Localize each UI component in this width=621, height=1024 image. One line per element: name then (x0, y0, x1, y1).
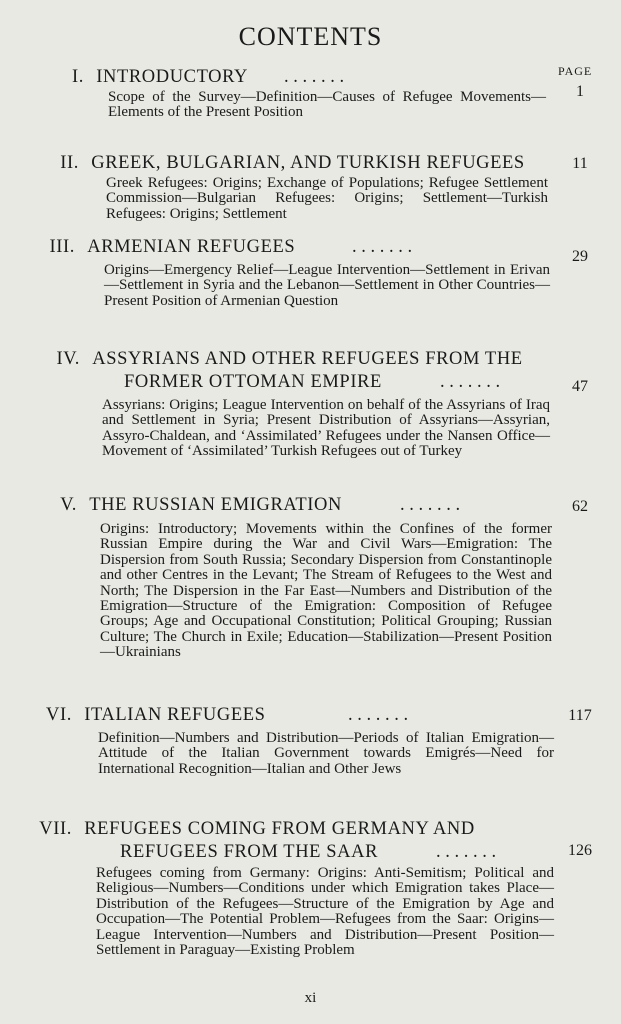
chapter-heading (0, 66, 621, 89)
chapter-heading (0, 818, 621, 864)
chapter-description: Assyrians: Origins; League Intervention on behalf of the Assyrians of Iraq and Settlement in Syria; Present Distribution of Assyrians—Assyrian, Assyro-Chaldean, and ‘Assimilated’ Refugees under the Nansen Office—Movement of ‘Assimilated’ Turkish Refugees out of Turkey (102, 397, 550, 460)
chapter-title: THE RUSSIAN EMIGRATION (89, 495, 342, 515)
page-number: 1 (576, 83, 584, 100)
chapter-entry[interactable] (0, 66, 621, 121)
chapter-description: Greek Refugees: Origins; Exchange of Populations; Refugee Settlement Commission—Bulgarian Refugees: Origins; Settlement—Turkish Refugees: Origins; Settlement (106, 175, 548, 222)
chapter-entry[interactable] (0, 236, 621, 309)
leader-dots: . . . . . . . (284, 67, 345, 87)
chapter-title: INTRODUCTORY (96, 67, 249, 87)
page-number: 29 (572, 248, 588, 265)
chapter-entry[interactable] (0, 818, 621, 959)
page-column-label: PAGE (558, 64, 593, 78)
chapter-description: Origins: Introductory; Movements within the Confines of the former Russian Empire during the War and Civil Wars—Emigration: The Dispersion from South Russia; Secondary Dispersion from Constantinople and other Centres in the Levant; The Stream of Refugees to the West and North; The Dispersion in the Far East—Numbers and Distribution of the Emigration—Structure of the Emigration: Composition of Refugee Groups; Age and Occupational Constitution; Political Grouping; Russian Culture; The Church in Exile; Education—Stabilization—Present Position—Ukrainians (100, 521, 552, 661)
page-number: 47 (572, 378, 588, 395)
chapter-entry[interactable] (0, 494, 621, 661)
chapter-heading (0, 704, 621, 727)
chapter-description: Definition—Numbers and Distribution—Periods of Italian Emigration—Attitude of the Italian Government towards Emigrés—Need for International Recognition—Italian and Other Jews (98, 730, 554, 777)
chapter-numeral: IV. (56, 349, 80, 369)
chapter-heading (0, 152, 621, 175)
chapter-title-line-1: ASSYRIANS AND OTHER REFUGEES FROM THE (92, 349, 523, 369)
chapter-numeral: I. (72, 67, 84, 87)
chapter-title: GREEK, BULGARIAN, AND TURKISH REFUGEES (91, 153, 525, 173)
leader-dots: . . . . . . . (348, 705, 409, 725)
chapter-numeral: VII. (39, 819, 72, 839)
chapter-heading (0, 494, 621, 517)
chapter-description: Refugees coming from Germany: Origins: Anti-Semitism; Political and Religious—Numbers—Conditions under which Emigration takes Place—Distribution of the Refugees—Structure of the Emigration by Age and Occupation—The Potential Problem—Refugees from the Saar: Origins—League Intervention—Numbers and Distribution—Present Position—Settlement in Paraguay—Existing Problem (96, 865, 554, 959)
chapter-numeral: II. (60, 153, 79, 173)
page-title: CONTENTS (238, 22, 383, 51)
chapter-entry[interactable] (0, 704, 621, 777)
page-number: 11 (572, 155, 588, 172)
chapter-numeral: III. (49, 237, 75, 257)
page-number: 117 (568, 707, 592, 724)
leader-dots: . . . . . . . (436, 842, 497, 862)
page-folio: xi (304, 990, 317, 1006)
chapter-title-line-2: REFUGEES FROM THE SAAR (120, 842, 379, 862)
chapter-entry[interactable] (0, 152, 621, 222)
chapter-title-line-1: REFUGEES COMING FROM GERMANY AND (84, 819, 475, 839)
page-number: 62 (572, 498, 588, 515)
chapter-entry[interactable] (0, 348, 621, 460)
chapter-heading (0, 236, 621, 259)
chapter-numeral: VI. (46, 705, 72, 725)
leader-dots: . . . . . . . (400, 495, 461, 515)
chapter-title: ARMENIAN REFUGEES (87, 237, 296, 257)
chapter-title: ITALIAN REFUGEES (84, 705, 266, 725)
chapter-numeral: V. (60, 495, 77, 515)
chapter-description: Origins—Emergency Relief—League Intervention—Settlement in Erivan—Settlement in Syria and the Lebanon—Settlement in Other Countries—Present Position of Armenian Question (104, 262, 550, 309)
leader-dots: . . . . . . . (352, 237, 413, 257)
leader-dots: . . . . . . . (440, 372, 501, 392)
chapter-title-line-2: FORMER OTTOMAN EMPIRE (124, 372, 382, 392)
page-number: 126 (568, 842, 592, 859)
chapter-heading (0, 348, 621, 394)
chapter-description: Scope of the Survey—Definition—Causes of Refugee Movements—Elements of the Present Position (108, 89, 546, 121)
